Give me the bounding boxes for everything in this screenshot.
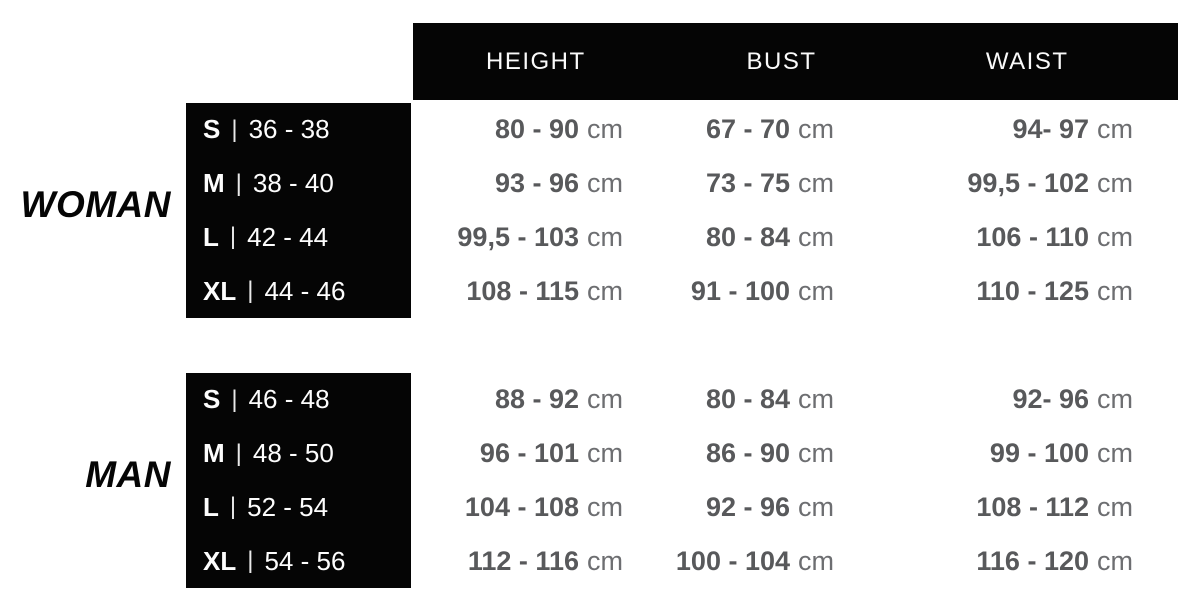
height-number: 80 - 90 bbox=[494, 114, 579, 145]
waist-value bbox=[834, 546, 1133, 577]
unit-label: cm bbox=[798, 275, 834, 306]
bust-value bbox=[623, 492, 834, 523]
size-letter: S bbox=[203, 384, 221, 415]
height-number: 104 - 108 bbox=[464, 491, 579, 522]
size-separator: | bbox=[235, 439, 242, 467]
waist-value bbox=[834, 384, 1133, 415]
height-number: 88 - 92 bbox=[494, 384, 579, 415]
woman-size-label-xl bbox=[203, 264, 411, 318]
size-letter: L bbox=[203, 221, 219, 252]
waist-value bbox=[834, 492, 1133, 523]
man-measurements bbox=[413, 373, 1133, 588]
bust-number: 100 - 104 bbox=[675, 545, 790, 576]
man-size-column bbox=[186, 373, 411, 588]
size-separator: | bbox=[231, 385, 238, 413]
bust-number: 73 - 75 bbox=[705, 168, 790, 199]
waist-number: 108 - 112 bbox=[976, 491, 1089, 522]
waist-number: 94- 97 bbox=[1012, 114, 1089, 145]
column-header-height: HEIGHT bbox=[486, 47, 586, 75]
waist-value bbox=[834, 438, 1133, 469]
bust-value bbox=[623, 222, 834, 253]
unit-label: cm bbox=[798, 221, 834, 252]
unit-label: cm bbox=[587, 275, 623, 306]
height-value bbox=[413, 546, 623, 577]
unit-label: cm bbox=[798, 545, 834, 576]
unit-label: cm bbox=[587, 545, 623, 576]
height-value bbox=[413, 114, 623, 145]
woman-size-label-l bbox=[203, 211, 411, 265]
unit-label: cm bbox=[587, 114, 623, 145]
bust-value bbox=[623, 546, 834, 577]
size-range: 52 - 54 bbox=[247, 491, 329, 522]
height-value bbox=[413, 276, 623, 307]
woman-size-column bbox=[186, 103, 411, 318]
bust-value bbox=[623, 114, 834, 145]
height-value bbox=[413, 438, 623, 469]
man-row-s bbox=[413, 373, 1133, 427]
woman-row-xl bbox=[413, 264, 1133, 318]
size-separator: | bbox=[231, 115, 238, 143]
waist-number: 99 - 100 bbox=[989, 438, 1089, 469]
column-header-bust: BUST bbox=[746, 47, 817, 75]
waist-number: 110 - 125 bbox=[976, 275, 1089, 306]
size-letter: XL bbox=[203, 545, 237, 576]
man-row-m bbox=[413, 427, 1133, 481]
size-separator: | bbox=[235, 169, 242, 197]
size-separator: | bbox=[229, 493, 237, 521]
waist-value bbox=[834, 114, 1133, 145]
unit-label: cm bbox=[1097, 168, 1133, 199]
size-separator: | bbox=[229, 223, 237, 251]
bust-value bbox=[623, 168, 834, 199]
waist-value bbox=[834, 222, 1133, 253]
waist-value bbox=[834, 276, 1133, 307]
size-letter: M bbox=[203, 168, 225, 199]
woman-measurements bbox=[413, 103, 1133, 318]
unit-label: cm bbox=[587, 491, 623, 522]
size-letter: XL bbox=[203, 275, 237, 306]
woman-size-label-m bbox=[203, 157, 411, 211]
unit-label: cm bbox=[587, 221, 623, 252]
bust-value bbox=[623, 438, 834, 469]
height-value bbox=[413, 492, 623, 523]
height-number: 99,5 - 103 bbox=[457, 221, 579, 252]
unit-label: cm bbox=[587, 384, 623, 415]
bust-number: 92 - 96 bbox=[705, 491, 790, 522]
waist-value bbox=[834, 168, 1133, 199]
man-size-label-m bbox=[203, 427, 411, 481]
unit-label: cm bbox=[798, 438, 834, 469]
bust-number: 80 - 84 bbox=[705, 221, 790, 252]
height-number: 108 - 115 bbox=[466, 275, 579, 306]
height-value bbox=[413, 384, 623, 415]
unit-label: cm bbox=[587, 438, 623, 469]
height-value bbox=[413, 168, 623, 199]
unit-label: cm bbox=[798, 384, 834, 415]
woman-size-label-s bbox=[203, 103, 411, 157]
unit-label: cm bbox=[1097, 384, 1133, 415]
column-header-waist: WAIST bbox=[985, 47, 1069, 75]
size-range: 42 - 44 bbox=[247, 221, 329, 252]
waist-number: 116 - 120 bbox=[976, 545, 1089, 576]
woman-row-m bbox=[413, 157, 1133, 211]
size-range: 36 - 38 bbox=[248, 114, 330, 145]
woman-row-l bbox=[413, 211, 1133, 265]
waist-number: 99,5 - 102 bbox=[967, 168, 1089, 199]
height-number: 96 - 101 bbox=[479, 438, 579, 469]
unit-label: cm bbox=[587, 168, 623, 199]
man-row-l bbox=[413, 481, 1133, 535]
man-size-label-l bbox=[203, 481, 411, 535]
height-number: 93 - 96 bbox=[494, 168, 579, 199]
unit-label: cm bbox=[1097, 545, 1133, 576]
size-separator: | bbox=[247, 547, 254, 575]
bust-value bbox=[623, 384, 834, 415]
table-header bbox=[413, 23, 1178, 100]
section-label-man: MAN bbox=[85, 454, 171, 495]
waist-number: 106 - 110 bbox=[976, 221, 1089, 252]
waist-number: 92- 96 bbox=[1012, 384, 1089, 415]
size-range: 44 - 46 bbox=[264, 275, 346, 306]
height-value bbox=[413, 222, 623, 253]
size-range: 48 - 50 bbox=[252, 438, 334, 469]
bust-number: 91 - 100 bbox=[690, 275, 790, 306]
size-letter: L bbox=[203, 491, 219, 522]
size-letter: S bbox=[203, 114, 221, 145]
size-range: 46 - 48 bbox=[248, 384, 330, 415]
unit-label: cm bbox=[1097, 221, 1133, 252]
unit-label: cm bbox=[798, 114, 834, 145]
bust-number: 86 - 90 bbox=[705, 438, 790, 469]
bust-number: 67 - 70 bbox=[705, 114, 790, 145]
bust-value bbox=[623, 276, 834, 307]
unit-label: cm bbox=[1097, 438, 1133, 469]
height-number: 112 - 116 bbox=[467, 545, 579, 576]
unit-label: cm bbox=[798, 168, 834, 199]
size-letter: M bbox=[203, 438, 225, 469]
unit-label: cm bbox=[798, 491, 834, 522]
size-range: 54 - 56 bbox=[264, 545, 346, 576]
man-row-xl bbox=[413, 534, 1133, 588]
unit-label: cm bbox=[1097, 491, 1133, 522]
man-size-label-xl bbox=[203, 534, 411, 588]
unit-label: cm bbox=[1097, 114, 1133, 145]
unit-label: cm bbox=[1097, 275, 1133, 306]
size-range: 38 - 40 bbox=[252, 168, 334, 199]
woman-row-s bbox=[413, 103, 1133, 157]
size-separator: | bbox=[247, 277, 254, 305]
bust-number: 80 - 84 bbox=[705, 384, 790, 415]
section-label-woman: WOMAN bbox=[20, 184, 171, 225]
man-size-label-s bbox=[203, 373, 411, 427]
